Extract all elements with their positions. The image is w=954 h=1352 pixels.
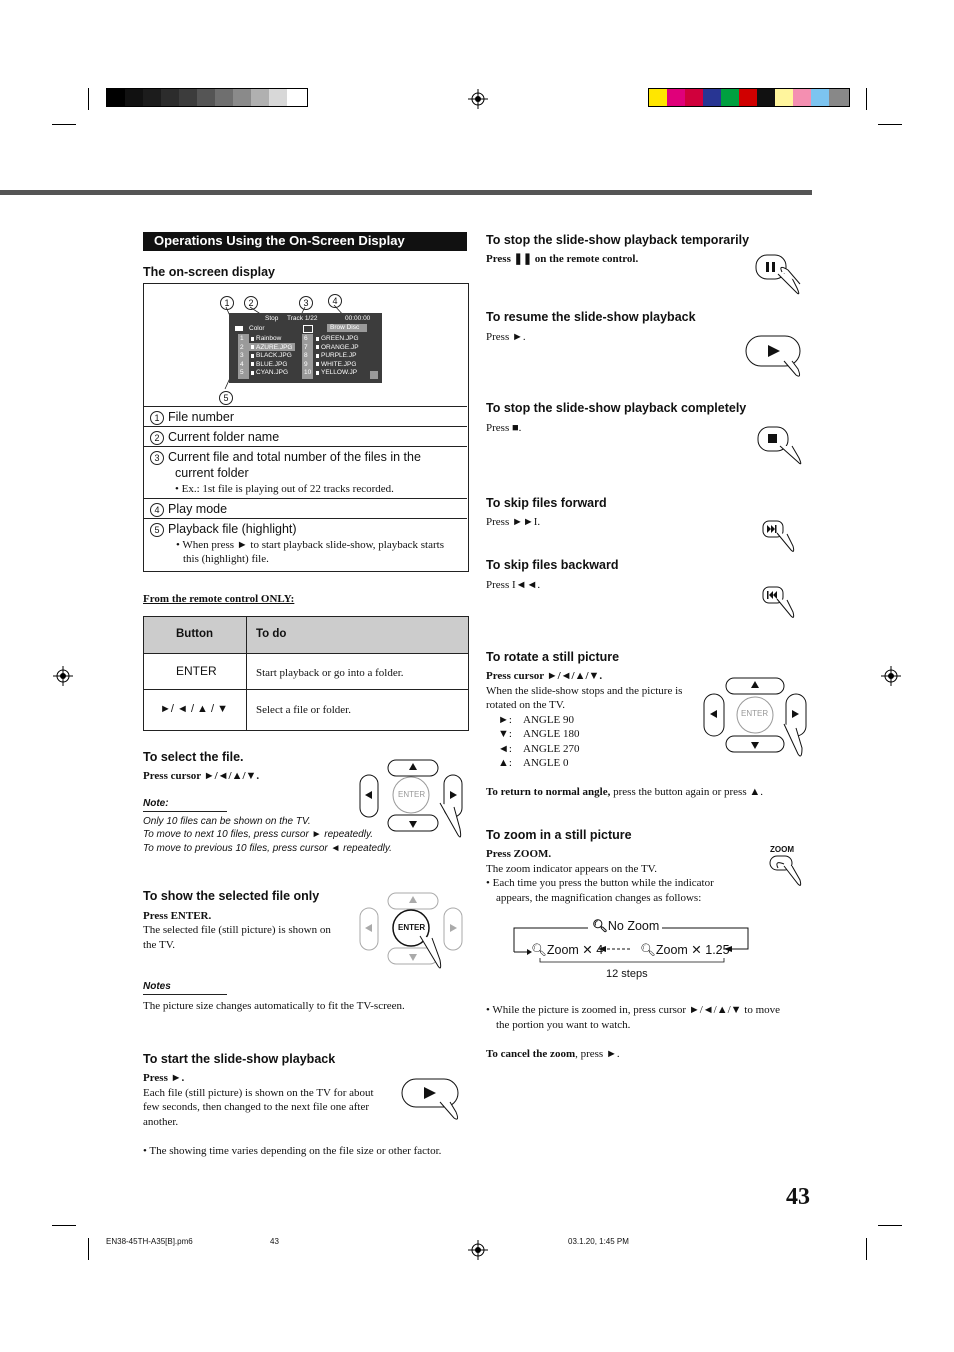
section-title: Operations Using the On-Screen Display [154,233,405,248]
zoom-state-125: 🔍︎Zoom ✕ 1.25 [640,943,730,957]
skip-forward-instruction: Press ►►I. [486,516,541,528]
select-file-heading: To select the file. [143,750,244,764]
button-table [143,616,469,731]
callout-2: 2 [244,293,262,311]
zoom-bullet: appears, the magnification changes as follows: [496,892,702,904]
stop-complete-heading: To stop the slide-show playback completely [486,401,747,415]
remote-only-label: From the remote control ONLY: [143,593,295,605]
mode-icon [303,325,313,333]
file-number: 10 [304,369,312,377]
table-header-todo: To do [256,628,287,640]
select-file-instruction: Press cursor ►/◄/▲/▼. [143,770,260,782]
image-file-icon [251,345,254,349]
file-name: ORANGE.JP [321,343,359,351]
zoom-state-none: 🔍︎No Zoom [592,919,660,933]
footer-date: 03.1.20, 1:45 PM [568,1237,629,1246]
registration-crosshair-icon [468,89,488,109]
note-line: To move to next 10 files, press cursor ► repeatedly. [143,829,374,840]
callout-1: 1 [220,293,238,311]
start-slideshow-bullet: • The showing time varies depending on the file size or other factor. [143,1145,442,1157]
file-name: AZURE.JPG [256,343,293,351]
resume-instruction: Press ►. [486,331,526,343]
footer-file: EN38-45TH-A35[B].pm6 [106,1237,193,1246]
angle-value: ANGLE 90 [523,714,575,726]
zoom-instruction: Press ZOOM. [486,848,552,860]
zoom-steps-label: 12 steps [606,968,648,980]
skip-backward-heading: To skip files backward [486,558,619,572]
stop-temp-heading: To stop the slide-show playback temporarily [486,233,750,247]
osd-item-row: 5 Playback file (highlight) • When press ► to start playback slide-show, playback starts this (highlight) file. [143,518,467,571]
file-name: GREEN.JPG [321,335,359,342]
registration-crosshair-icon [468,1240,488,1260]
file-number: 1 [240,335,244,342]
zoom-button-label: ZOOM [770,845,794,854]
zoom-button-illustration [766,854,808,890]
zoom-body: The zoom indicator appears on the TV. [486,863,657,875]
file-name: BLUE.JPG [256,360,288,368]
angle-key: ▼: [498,728,512,740]
angle-value: ANGLE 270 [523,743,580,755]
file-name: BLACK.JPG [256,352,292,360]
file-number: 2 [240,343,244,351]
rotate-body: rotated on the TV. [486,699,566,711]
pause-button-illustration [754,252,806,298]
resume-heading: To resume the slide-show playback [486,310,696,324]
table-cell-action: Select a file or folder. [256,704,351,716]
registration-crosshair-icon [53,666,73,686]
osd-screen: Stop Track 1/22 00:00:00 Color Brow Disc 1 Rainbow 2 AZURE.JPG 3 BLACK.JPG 4 BLUE.JPG 5 CYAN.JPG 6 GREEN.JPG 7 ORANGE.JP 8 PURPLE.JP 9 WHITE.JPG 10 YELLOW.JP [229,313,382,383]
table-cell-button: ENTER [176,664,217,678]
rotate-instruction: Press cursor ►/◄/▲/▼. [486,670,603,682]
start-slideshow-body: few seconds, then changed to the next file one after [143,1101,370,1113]
osd-heading: The on-screen display [143,265,275,279]
angle-value: ANGLE 180 [523,728,580,740]
zoom-state-4: 🔍︎Zoom ✕ 4 [531,943,604,957]
file-number: 4 [240,360,244,368]
scroll-icon [370,371,378,379]
image-file-icon [316,345,319,349]
play-button-illustration [744,333,806,379]
zoom-cancel-text: To cancel the zoom, press ►. [486,1048,620,1060]
folder-icon [235,326,243,331]
note-line: To move to previous 10 files, press cursor ◄ repeatedly. [143,843,392,854]
image-file-icon [251,362,254,366]
file-number: 5 [240,369,244,377]
rotate-pad-illustration [702,676,810,760]
play-button-illustration [400,1076,466,1124]
zoom-heading: To zoom in a still picture [486,828,632,842]
file-name: WHITE.JPG [321,360,357,368]
stop-temp-instruction: Press ❚❚ on the remote control. [486,253,639,265]
magnifier-icon: 🔍︎ [592,919,608,933]
file-name: YELLOW.JP [321,369,358,377]
image-file-icon [316,371,319,375]
note-label: Note: [143,798,169,809]
enter-label: ENTER [398,790,426,799]
footer-page: 43 [270,1237,279,1246]
show-selected-body: the TV. [143,939,175,951]
file-number: 9 [304,360,308,368]
angle-key: ►: [498,714,512,726]
registration-crosshair-icon [881,666,901,686]
image-file-icon [251,371,254,375]
callout-5: 5 [219,388,237,406]
rotate-heading: To rotate a still picture [486,650,620,664]
zoom-move-note: • While the picture is zoomed in, press cursor ►/◄/▲/▼ to move [486,1004,781,1016]
osd-item-row: 3 Current file and total number of the files in the current folder • Ex.: 1st file is playing out of 22 tracks recorded. [143,446,467,499]
angle-key: ◄: [498,743,512,755]
file-name: Rainbow [256,335,282,342]
magnifier-icon: 🔍︎ [531,943,547,957]
page-number: 43 [786,1184,810,1210]
angle-key: ▲: [498,757,512,769]
show-selected-heading: To show the selected file only [143,889,320,903]
angle-value: ANGLE 0 [523,757,569,769]
file-number: 7 [304,343,308,351]
osd-item-row: 1 File number [143,406,467,427]
image-file-icon [316,337,319,341]
file-number: 8 [304,352,308,360]
notes-text: The picture size changes automatically to fit the TV-screen. [143,1000,405,1012]
table-cell-button: ►/ ◄ / ▲ / ▼ [160,703,228,715]
image-file-icon [316,362,319,366]
zoom-bullet: • Each time you press the button while the indicator [486,877,714,889]
table-cell-action: Start playback or go into a folder. [256,667,404,679]
show-selected-instruction: Press ENTER. [143,910,212,922]
stop-button-illustration [756,424,808,468]
stop-complete-instruction: Press ■. [486,422,522,434]
return-angle-text: To return to normal angle, press the button again or press ▲. [486,786,764,798]
start-slideshow-body: Each file (still picture) is shown on the TV for about [143,1087,374,1099]
skip-backward-instruction: Press I◄◄. [486,579,541,591]
osd-item-row: 4 Play mode [143,498,467,519]
skip-forward-button-illustration [761,518,801,556]
note-line: Only 10 files can be shown on the TV. [143,816,311,827]
image-file-icon [251,354,254,358]
header-rule [0,190,812,195]
table-header-button: Button [176,628,214,640]
file-number: 6 [304,335,308,342]
file-name: PURPLE.JP [321,352,357,360]
show-selected-body: The selected file (still picture) is shown on [143,924,331,936]
enter-label: ENTER [741,709,769,718]
start-slideshow-heading: To start the slide-show playback [143,1052,336,1066]
start-slideshow-instruction: Press ►. [143,1072,185,1084]
zoom-move-note: the portion you want to watch. [496,1019,631,1031]
enter-label: ENTER [398,923,426,932]
image-file-icon [316,354,319,358]
start-slideshow-body: another. [143,1116,179,1128]
magnifier-icon: 🔍︎ [640,943,656,957]
file-number: 3 [240,352,244,360]
callout-3: 3 [299,293,317,311]
callout-4: 4 [328,291,346,309]
file-name: CYAN.JPG [256,369,289,377]
osd-item-row: 2 Current folder name [143,426,467,447]
skip-backward-button-illustration [761,584,801,622]
notes-label: Notes [143,981,171,992]
skip-forward-heading: To skip files forward [486,496,607,510]
folder-icon [251,337,254,341]
rotate-body: When the slide-show stops and the picture is [486,685,683,697]
